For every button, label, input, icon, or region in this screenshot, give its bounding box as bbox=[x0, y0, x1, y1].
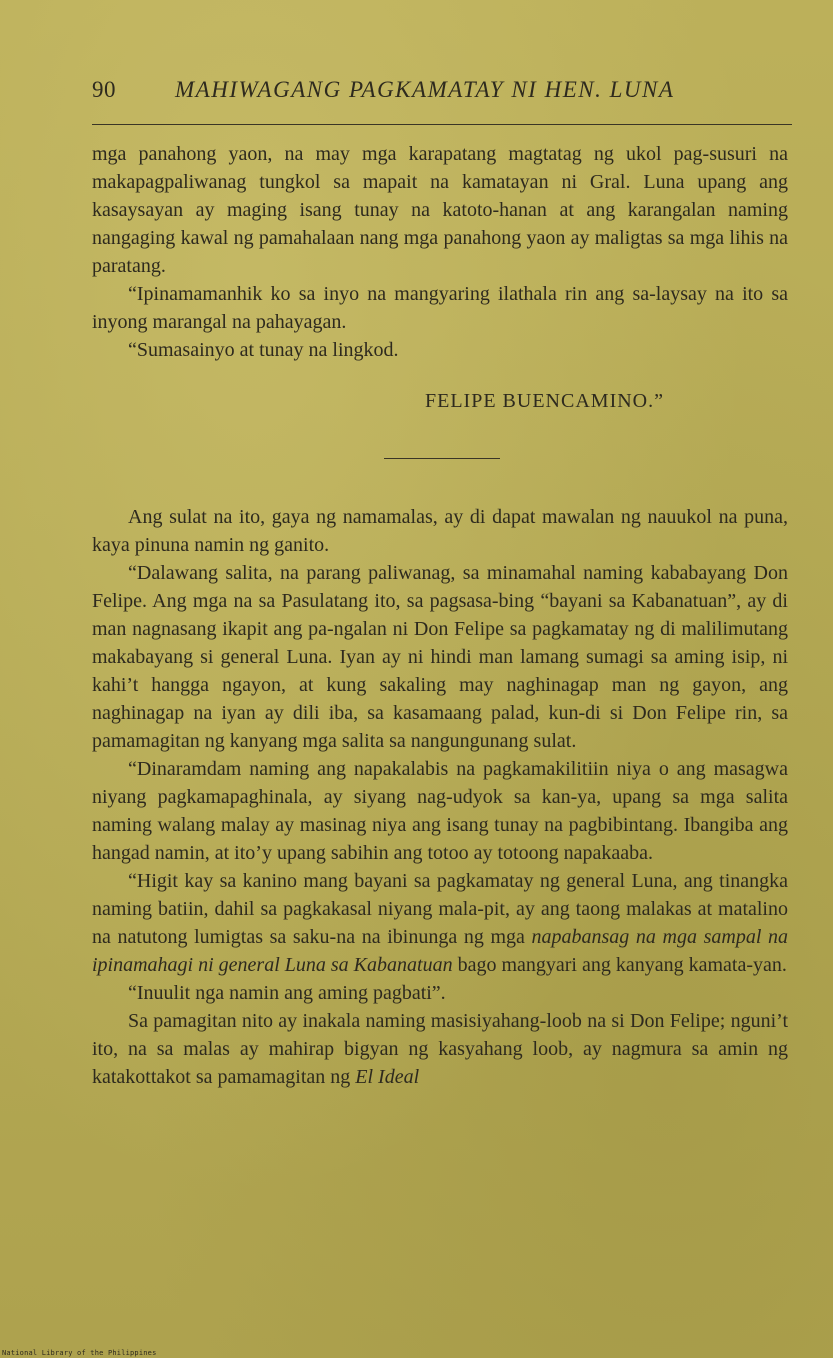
library-watermark: National Library of the Philippines bbox=[2, 1349, 157, 1357]
text-span: “Higit kay sa kanino mang bayani sa pagkamatay ng general Luna, ang tinangka naming batiin, dahil sa pagkakasal niyang mala-pit, ay ang taong malakas at matalino na natutong lumigtas sa saku-na na ibinunga ng mga bbox=[92, 870, 788, 948]
letter-paragraph: “Ipinamamanhik ko sa inyo na mangyaring ilathala rin ang sa-laysay na ito sa inyong marangal na pahayagan. bbox=[92, 283, 788, 333]
body-paragraph: “Dinaramdam naming ang napakalabis na pagkamakilitiin niya o ang masagwa niyang pagkamapaghinala, ay siyang nag-udyok sa kan-ya, upang sa mga salita naming walang malay ay masinag niya ang isang tunay na pagbibintang. Ibangiba ang hangad namin, at ito’y upang sabihin ang totoo ay totoong napakaaba. bbox=[92, 758, 788, 864]
signature: FELIPE BUENCAMINO.” bbox=[425, 390, 664, 412]
body-paragraph bbox=[92, 1007, 788, 1091]
running-title: MAHIWAGANG PAGKAMATAY NI HEN. LUNA bbox=[175, 77, 675, 102]
letter-closing bbox=[92, 140, 788, 364]
italic-phrase: napabansag na mga sampal na ipinamahagi ni general Luna sa Kabanatuan bbox=[92, 926, 788, 976]
letter-paragraph: “Sumasainyo at tunay na lingkod. bbox=[128, 339, 399, 361]
italic-phrase: El Ideal bbox=[355, 1066, 420, 1088]
text-span: Sa pamagitan nito ay inakala naming masisiyahang-loob na si Don Felipe; nguni’t ito, na sa malas ay mahirap bigyan ng kasyahang loob, ay nagmura sa amin ng katakottakot sa pamamagitan ng bbox=[92, 1010, 788, 1088]
body-paragraph: “Dalawang salita, na parang paliwanag, sa minamahal naming kababayang Don Felipe. Ang mga na sa Pasulatang ito, sa pagsasa-bing “bayani sa Kabanatuan”, ay di man nagnasang ikapit ang pa-ngalan ni Don Felipe sa pagkamatay ng di malilimutang makabayang si general Luna. Iyan ay ni hindi man lamang sumagi sa aming isip, ni kahi’t hangga ngayon, at kung sakaling may naghinagap man ng gayon, ang naghinagap na iyan ay dili iba, sa kasamaang palad, kun-di si Don Felipe rin, sa pamamagitan ng kanyang mga salita sa nangungunang sulat. bbox=[92, 562, 788, 752]
page-number: 90 bbox=[92, 77, 116, 102]
body-paragraph: “Inuulit nga namin ang aming pagbati”. bbox=[128, 982, 446, 1004]
letter-paragraph: mga panahong yaon, na may mga karapatang magtatag ng ukol pag-susuri na makapagpaliwanag tungkol sa mapait na kamatayan ni Gral. Luna upang ang kasaysayan ay maging isang tunay na katoto-hanan at ang karangalan naming nangaging kawal ng pamahalaan nang mga panahong yaon ay maligtas sa mga lihis na paratang. bbox=[92, 143, 788, 277]
main-text bbox=[92, 503, 788, 1091]
body-paragraph bbox=[92, 867, 788, 979]
page-header bbox=[92, 77, 792, 109]
text-span: bago mangyari ang kanyang kamata-yan. bbox=[452, 954, 787, 976]
header-rule bbox=[92, 124, 792, 125]
body-paragraph: Ang sulat na ito, gaya ng namamalas, ay di dapat mawalan ng nauukol na puna, kaya pinuna namin ng ganito. bbox=[92, 506, 788, 556]
section-divider bbox=[384, 458, 500, 459]
